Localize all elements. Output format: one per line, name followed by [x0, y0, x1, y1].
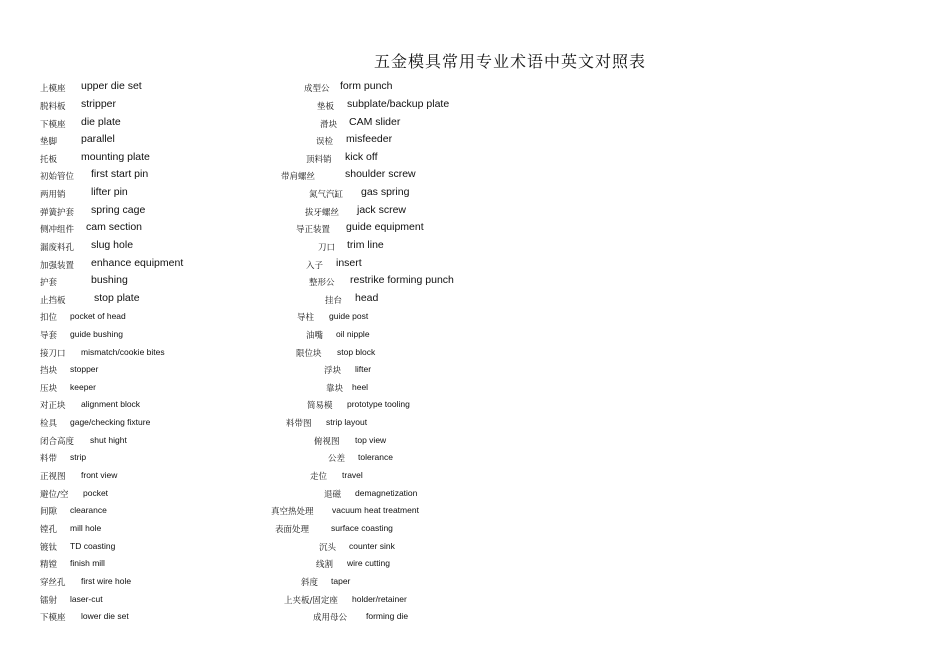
term-en-left: alignment block — [81, 399, 141, 409]
term-en-right: trim line — [347, 239, 384, 251]
glossary-row — [0, 291, 950, 308]
term-cn-right: 限位块 — [296, 349, 322, 359]
term-cn-right: 刀口 — [318, 243, 336, 253]
glossary-row — [0, 573, 950, 590]
glossary-row — [0, 326, 950, 343]
term-cn-left: 初始管位 — [40, 172, 75, 182]
term-en-left: mill hole — [70, 523, 102, 533]
term-en-left: stopper — [70, 364, 99, 374]
term-cn-right: 简易模 — [307, 401, 333, 411]
term-cn-left: 检具 — [40, 419, 58, 429]
term-en-right: strip layout — [326, 417, 368, 427]
term-en-right: restrike forming punch — [350, 274, 454, 286]
term-cn-right: 料带图 — [286, 419, 312, 429]
term-cn-left: 下模座 — [40, 120, 66, 130]
term-en-right: head — [355, 292, 379, 304]
term-en-left: enhance equipment — [91, 257, 184, 269]
glossary-row — [0, 203, 950, 220]
glossary-row — [0, 449, 950, 466]
term-en-right: taper — [331, 576, 351, 586]
term-en-left: laser-cut — [70, 594, 103, 604]
term-en-right: demagnetization — [355, 488, 418, 498]
glossary-row — [0, 132, 950, 149]
glossary-row — [0, 256, 950, 273]
term-en-left: slug hole — [91, 239, 134, 251]
term-cn-left: 两用销 — [40, 190, 66, 200]
term-en-right: subplate/backup plate — [347, 98, 450, 110]
term-cn-right: 顶料销 — [306, 155, 332, 165]
glossary-row — [0, 432, 950, 449]
term-cn-left: 脱料板 — [40, 102, 66, 112]
glossary-row — [0, 520, 950, 537]
glossary-row — [0, 361, 950, 378]
term-cn-right: 斜度 — [301, 578, 319, 588]
term-en-left: finish mill — [70, 558, 105, 568]
term-cn-right: 误检 — [316, 137, 334, 147]
term-cn-left: 弹簧护套 — [40, 208, 75, 218]
glossary-row — [0, 591, 950, 608]
term-cn-left: 托板 — [40, 155, 58, 165]
term-cn-right: 导柱 — [297, 313, 315, 323]
term-cn-left: 避位/空 — [40, 490, 69, 500]
term-cn-left: 上模座 — [40, 84, 66, 94]
term-en-right: surface coasting — [331, 523, 393, 533]
term-cn-left: 垫脚 — [40, 137, 58, 147]
glossary-row — [0, 344, 950, 361]
term-en-left: mismatch/cookie bites — [81, 347, 165, 357]
glossary-row — [0, 79, 950, 96]
term-cn-right: 挂台 — [325, 296, 343, 306]
term-cn-left: 镗孔 — [40, 525, 58, 535]
term-cn-left: 料带 — [40, 454, 58, 464]
term-cn-right: 靠块 — [326, 384, 344, 394]
term-cn-left: 精镗 — [40, 560, 58, 570]
glossary-row — [0, 238, 950, 255]
term-en-right: misfeeder — [346, 133, 393, 145]
term-en-left: first start pin — [91, 168, 149, 180]
term-cn-right: 带肩螺丝 — [281, 172, 316, 182]
term-en-right: top view — [355, 435, 387, 445]
term-en-right: counter sink — [349, 541, 395, 551]
term-en-right: tolerance — [358, 452, 393, 462]
term-cn-left: 间隙 — [40, 507, 58, 517]
term-cn-right: 垫板 — [317, 102, 335, 112]
term-en-right: CAM slider — [349, 116, 401, 128]
term-en-left: shut hight — [90, 435, 127, 445]
term-cn-left: 对正块 — [40, 401, 66, 411]
term-en-left: first wire hole — [81, 576, 132, 586]
glossary-row — [0, 555, 950, 572]
term-en-left: clearance — [70, 505, 107, 515]
term-en-left: lifter pin — [91, 186, 128, 198]
term-cn-left: 镭射 — [40, 596, 58, 606]
term-cn-right: 表面处理 — [275, 525, 310, 535]
term-en-right: vacuum heat treatment — [332, 505, 419, 515]
term-en-left: stripper — [81, 98, 117, 110]
term-en-right: travel — [342, 470, 363, 480]
term-cn-right: 成型公 — [304, 84, 330, 94]
term-en-right: shoulder screw — [345, 168, 416, 180]
term-en-left: lower die set — [81, 611, 129, 621]
term-en-left: pocket — [83, 488, 109, 498]
glossary-row — [0, 379, 950, 396]
term-cn-left: 扣位 — [40, 313, 58, 323]
term-en-left: die plate — [81, 116, 121, 128]
term-cn-left: 侧冲组件 — [40, 225, 75, 235]
term-cn-right: 浮块 — [324, 366, 342, 376]
term-cn-right: 拔牙螺丝 — [305, 208, 340, 218]
term-en-left: parallel — [81, 133, 115, 145]
term-cn-right: 入子 — [306, 261, 324, 271]
term-cn-left: 护套 — [40, 278, 58, 288]
term-en-right: guide equipment — [346, 221, 424, 233]
term-en-right: form punch — [340, 80, 393, 92]
glossary-row — [0, 115, 950, 132]
term-en-left: cam section — [86, 221, 143, 233]
glossary-row — [0, 396, 950, 413]
term-en-right: holder/retainer — [352, 594, 407, 604]
term-en-left: bushing — [91, 274, 128, 286]
term-en-right: wire cutting — [347, 558, 390, 568]
glossary-row — [0, 308, 950, 325]
glossary-row — [0, 150, 950, 167]
term-en-left: upper die set — [81, 80, 142, 92]
term-en-left: front view — [81, 470, 118, 480]
term-cn-right: 滑块 — [320, 120, 338, 130]
glossary-row — [0, 538, 950, 555]
term-en-right: heel — [352, 382, 369, 392]
term-en-right: prototype tooling — [347, 399, 410, 409]
term-en-left: stop plate — [94, 292, 140, 304]
term-cn-right: 俯视图 — [314, 437, 340, 447]
term-en-left: guide bushing — [70, 329, 123, 339]
term-cn-right: 真空热处理 — [271, 507, 314, 517]
term-cn-left: 穿丝孔 — [40, 578, 66, 588]
term-cn-left: 镀钛 — [40, 543, 58, 553]
term-cn-right: 线割 — [316, 560, 334, 570]
term-cn-left: 漏废料孔 — [40, 243, 75, 253]
term-en-right: lifter — [355, 364, 372, 374]
term-cn-left: 加强装置 — [40, 261, 75, 271]
term-cn-right: 油嘴 — [306, 331, 324, 341]
term-cn-right: 成用母公 — [313, 613, 348, 623]
glossary-row — [0, 97, 950, 114]
term-en-right: kick off — [345, 151, 378, 163]
glossary-row — [0, 414, 950, 431]
term-cn-right: 导正装置 — [296, 225, 331, 235]
term-cn-left: 闭合高度 — [40, 437, 75, 447]
term-cn-left: 压块 — [40, 384, 58, 394]
glossary-row — [0, 185, 950, 202]
term-en-left: TD coasting — [70, 541, 116, 551]
term-en-right: guide post — [329, 311, 369, 321]
term-cn-left: 下模座 — [40, 613, 66, 623]
term-en-left: strip — [70, 452, 87, 462]
term-cn-left: 接刀口 — [40, 349, 66, 359]
term-cn-left: 止挡板 — [40, 296, 66, 306]
glossary-row — [0, 273, 950, 290]
term-cn-right: 退磁 — [324, 490, 342, 500]
page-title: 五金模具常用专业术语中英文对照表 — [373, 52, 646, 71]
term-en-left: mounting plate — [81, 151, 150, 163]
glossary-row — [0, 467, 950, 484]
term-en-right: insert — [336, 257, 362, 269]
term-en-right: oil nipple — [336, 329, 370, 339]
term-cn-right: 走位 — [310, 472, 328, 482]
term-cn-right: 沉头 — [319, 543, 337, 553]
term-cn-left: 导套 — [40, 331, 58, 341]
term-en-right: forming die — [366, 611, 409, 621]
term-cn-right: 整形公 — [309, 278, 335, 288]
term-en-left: pocket of head — [70, 311, 126, 321]
glossary-row — [0, 220, 950, 237]
term-en-right: gas spring — [361, 186, 410, 198]
term-en-right: stop block — [337, 347, 376, 357]
term-cn-right: 氮气汽缸 — [309, 190, 344, 200]
glossary-row — [0, 502, 950, 519]
glossary-row — [0, 167, 950, 184]
term-en-left: keeper — [70, 382, 96, 392]
term-cn-left: 挡块 — [40, 366, 58, 376]
term-en-left: gage/checking fixture — [70, 417, 151, 427]
term-cn-left: 正视图 — [40, 472, 66, 482]
term-en-right: jack screw — [357, 204, 407, 216]
glossary-row — [0, 485, 950, 502]
term-cn-right: 上夹板/固定座 — [284, 596, 338, 606]
term-cn-right: 公差 — [328, 454, 346, 464]
term-en-left: spring cage — [91, 204, 146, 216]
glossary-row — [0, 608, 950, 625]
